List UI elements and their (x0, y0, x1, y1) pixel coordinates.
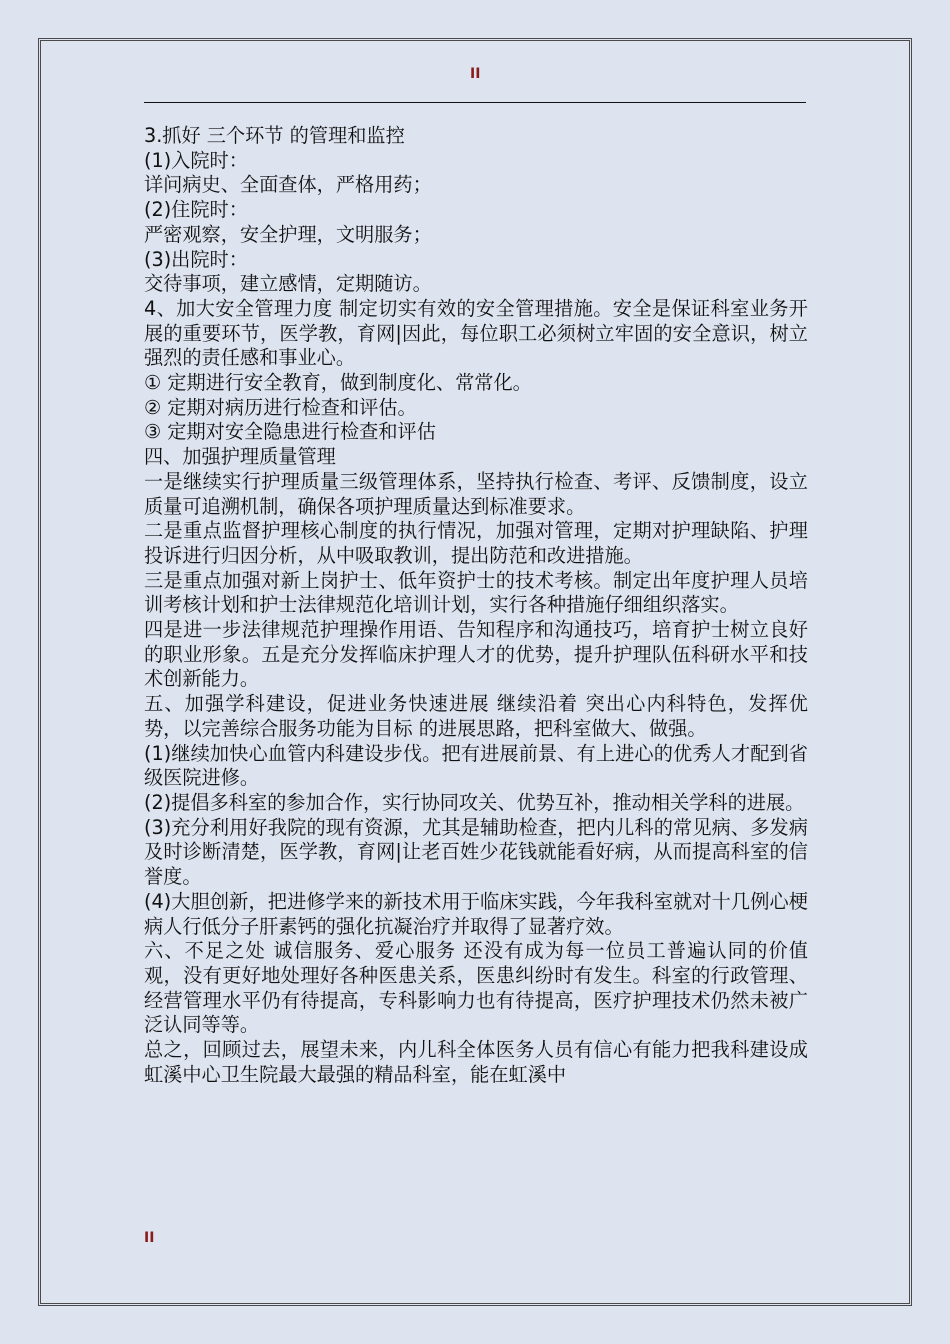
header-mark: II (470, 66, 481, 82)
paragraph: 五、加强学科建设，促进业务快速进展 继续沿着 突出心内科特色，发挥优势，以完善综合服务功能为目标 的进展思路，把科室做大、做强。 (144, 692, 808, 740)
paragraph: 一是继续实行护理质量三级管理体系，坚持执行检查、考评、反馈制度，设立质量可追溯机制，确保各项护理质量达到标准要求。 (144, 469, 808, 518)
paragraph: (1)继续加快心血管内科建设步伐。把有进展前景、有上进心的优秀人才配到省级医院进修。 (144, 741, 808, 790)
paragraph: (2)住院时： (144, 198, 248, 222)
paragraph: (3)出院时： (144, 247, 248, 271)
footer-mark: II (144, 1230, 155, 1246)
section-heading: 四、加强护理质量管理 (144, 445, 336, 469)
header-rule (144, 102, 806, 103)
paragraph: ③ 定期对安全隐患进行检查和评估 (144, 420, 436, 444)
paragraph: 三是重点加强对新上岗护士、低年资护士的技术考核。制定出年度护理人员培训考核计划和护士法律规范化培训计划，实行各种措施仔细组织落实。 (144, 568, 808, 617)
paragraph: 4、加大安全管理力度 制定切实有效的安全管理措施。安全是保证科室业务开展的重要环节，医学教，育网|因此，每位职工必须树立牢固的安全意识，树立强烈的责任感和事业心。 (144, 296, 808, 370)
paragraph: 交待事项，建立感情，定期随访。 (144, 272, 432, 296)
paragraph: (3)充分利用好我院的现有资源，尤其是辅助检查，把内儿科的常见病、多发病及时诊断清楚，医学教，育网|让老百姓少花钱就能看好病，从而提高科室的信誉度。 (144, 815, 808, 889)
paragraph: 六、不足之处 诚信服务、爱心服务 还没有成为每一位员工普遍认同的价值观，没有更好地处理好各种医患关系，医患纠纷时有发生。科室的行政管理、经营管理水平仍有待提高，专科影响力也有待提高，医疗护理技术仍然未被广泛认同等等。 (144, 939, 808, 1037)
paragraph: 详问病史、全面查体，严格用药； (144, 173, 432, 197)
paragraph: 严密观察，安全护理，文明服务； (144, 222, 432, 246)
paragraph: ② 定期对病历进行检查和评估。 (144, 395, 417, 419)
paragraph: 总之，回顾过去，展望未来，内儿科全体医务人员有信心有能力把我科建设成虹溪中心卫生院最大最强的精品科室，能在虹溪中 (144, 1038, 808, 1086)
paragraph: (2)提倡多科室的参加合作，实行协同攻关、优势互补，推动相关学科的进展。 (144, 790, 805, 814)
paragraph: 四是进一步法律规范护理操作用语、告知程序和沟通技巧，培育护士树立良好的职业形象。五是充分发挥临床护理人才的优势，提升护理队伍科研水平和技术创新能力。 (144, 618, 808, 691)
paragraph: (4)大胆创新，把进修学来的新技术用于临床实践，今年我科室就对十几例心梗病人行低分子肝素钙的强化抗凝治疗并取得了显著疗效。 (144, 889, 808, 938)
document-body (144, 124, 808, 1087)
paragraph: 二是重点监督护理核心制度的执行情况，加强对管理，定期对护理缺陷、护理投诉进行归因分析，从中吸取教训，提出防范和改进措施。 (144, 519, 808, 567)
paragraph: 3.抓好 三个环节 的管理和监控 (144, 124, 405, 147)
paragraph: ① 定期进行安全教育，做到制度化、常常化。 (144, 371, 532, 395)
paragraph: (1)入院时： (144, 148, 248, 172)
